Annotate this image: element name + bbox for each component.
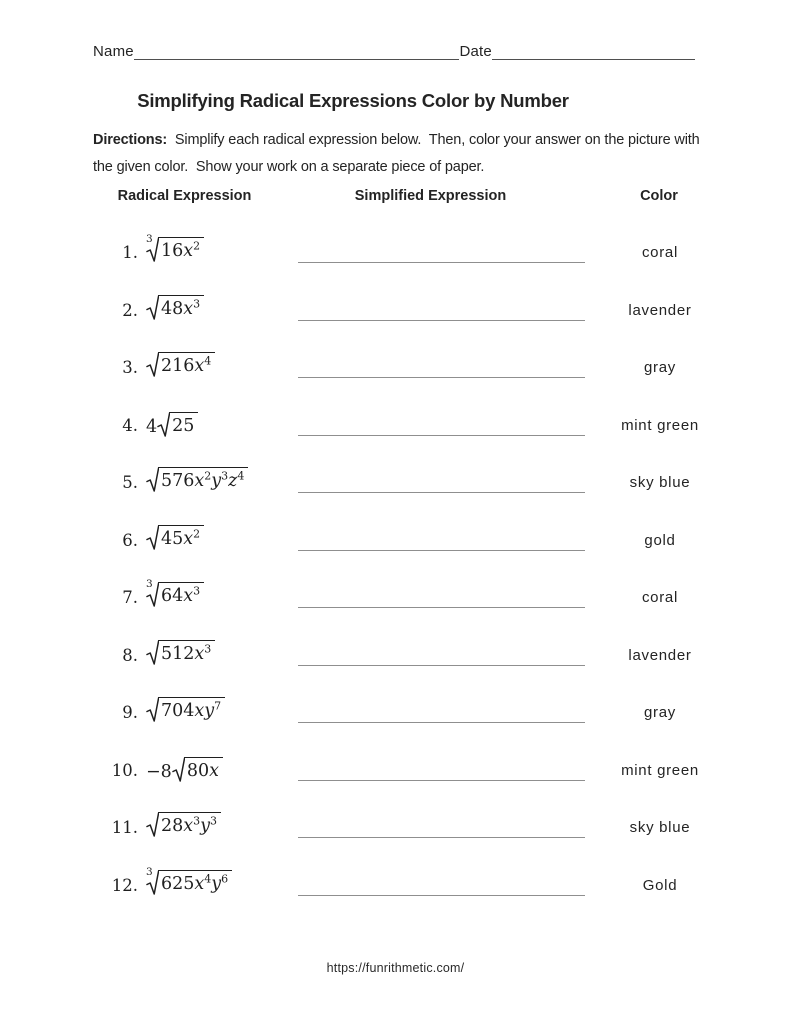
radicand-term: 3 — [193, 814, 201, 828]
answer-blank-line — [298, 587, 585, 608]
root-index: 3 — [146, 578, 153, 591]
radical-expression — [146, 640, 298, 671]
math-expression — [146, 352, 215, 378]
answer-value — [298, 472, 585, 492]
radicand-term: 64 — [161, 586, 184, 607]
radicand-term: x — [183, 586, 194, 607]
row-number: 11. — [111, 818, 138, 838]
radicand-term: 3 — [210, 814, 218, 828]
radicand — [158, 295, 204, 321]
radicand-term: 216 — [161, 356, 195, 377]
answer-value — [298, 300, 585, 320]
answer-blank-line — [298, 702, 585, 723]
row-number: 6. — [122, 530, 138, 550]
worksheet-row — [0, 742, 791, 800]
worksheet-row — [0, 799, 791, 857]
radicand-term: x — [183, 241, 194, 262]
page-title: Simplifying Radical Expressions Color by Number — [137, 90, 569, 111]
radical — [172, 757, 223, 783]
radical — [146, 640, 215, 666]
color-label: sky blue — [629, 474, 691, 492]
row-number: 4. — [122, 415, 138, 435]
radical — [146, 865, 232, 896]
worksheet-row — [0, 397, 791, 455]
radicand-term: 3 — [193, 584, 201, 598]
worksheet-row — [0, 512, 791, 570]
radicand-term: 704 — [161, 701, 195, 722]
directions — [93, 127, 715, 181]
root-index: 3 — [146, 233, 153, 246]
radicand-term: 28 — [161, 816, 184, 837]
radicand — [158, 812, 221, 838]
row-number: 5. — [122, 473, 138, 493]
radicand-term: y — [211, 873, 222, 894]
color-label: sky blue — [629, 819, 691, 837]
answer-blank-line — [298, 760, 585, 781]
row-number: 9. — [122, 703, 138, 723]
radicand-term: y — [200, 816, 211, 837]
answer-blank-line — [298, 472, 585, 493]
answer-value — [298, 817, 585, 837]
radicand — [158, 640, 215, 666]
color-label: lavender — [628, 301, 692, 319]
radicand — [158, 525, 204, 551]
radicand-term: 2 — [204, 469, 212, 483]
math-expression — [146, 525, 204, 551]
answer-blank-line — [298, 415, 585, 436]
radicand-term: 576 — [161, 471, 195, 492]
radicand-term: 2 — [193, 239, 201, 253]
radicand-term: x — [183, 298, 194, 319]
color-label: gold — [644, 531, 676, 549]
color-label: coral — [641, 244, 678, 262]
row-number: 8. — [122, 645, 138, 665]
radical-expression — [146, 865, 298, 901]
radicand-term: y — [204, 701, 215, 722]
answer-value — [298, 357, 585, 377]
radical-expression — [146, 233, 298, 268]
answer-value — [298, 875, 585, 895]
radical-expression — [146, 697, 298, 728]
radicand-term: x — [209, 761, 219, 782]
math-expression — [146, 412, 198, 438]
radical-expression — [146, 295, 298, 326]
radicand-term: 4 — [204, 354, 212, 368]
math-expression — [146, 467, 248, 493]
radicand-term: 625 — [161, 873, 195, 894]
color-label: gray — [644, 704, 676, 722]
row-number: 3. — [122, 358, 138, 378]
radical-expression — [146, 578, 298, 613]
column-headers — [0, 188, 791, 208]
worksheet-row — [0, 684, 791, 742]
row-number: 10. — [111, 760, 138, 780]
radicand — [158, 582, 204, 608]
radicand — [158, 870, 232, 896]
radicand-term: x — [194, 471, 205, 492]
answer-value — [298, 702, 585, 722]
color-label: Gold — [642, 876, 678, 894]
radical-expression — [146, 812, 298, 843]
color-label: mint green — [621, 416, 699, 434]
math-expression — [146, 233, 204, 263]
color-label: gray — [644, 359, 676, 377]
radical — [146, 578, 204, 608]
row-number: 1. — [122, 243, 138, 263]
radical — [146, 467, 248, 493]
radicand-term: 25 — [172, 416, 195, 437]
root-index: 3 — [146, 865, 153, 878]
radicand-term: 45 — [161, 528, 184, 549]
radicand-term: x — [183, 816, 194, 837]
coefficient: −8 — [146, 762, 172, 783]
math-expression — [146, 812, 221, 838]
color-label: mint green — [621, 761, 699, 779]
math-expression — [146, 578, 204, 608]
answer-value — [298, 415, 585, 435]
name-fill-line — [134, 53, 460, 60]
worksheet-row — [0, 569, 791, 627]
math-expression — [146, 295, 204, 321]
row-number: 7. — [122, 588, 138, 608]
answer-value — [298, 760, 585, 780]
name-field-label: Name — [93, 43, 134, 60]
radicand-term: y — [211, 471, 222, 492]
answer-blank-line — [298, 817, 585, 838]
radical-expression — [146, 525, 298, 556]
radicand-term: 4 — [237, 469, 245, 483]
radicand — [158, 697, 225, 723]
answer-value — [298, 242, 585, 262]
answer-value — [298, 645, 585, 665]
row-number: 2. — [122, 300, 138, 320]
radicand-term: 3 — [193, 297, 201, 311]
math-expression — [146, 865, 232, 896]
column-header-color: Color — [640, 188, 678, 204]
answer-value — [298, 530, 585, 550]
row-number: 12. — [111, 875, 138, 895]
answer-blank-line — [298, 357, 585, 378]
directions-text: Simplify each radical expression below. Then, color your answer on the picture with the given color. Show your work on a separate piece of paper. — [93, 132, 704, 175]
answer-blank-line — [298, 530, 585, 551]
radical-expression — [146, 412, 298, 438]
date-field-label: Date — [459, 43, 492, 60]
column-header-radical-expression: Radical Expression — [117, 188, 252, 204]
math-expression — [146, 697, 225, 723]
radicand-term: 4 — [204, 872, 212, 886]
radical — [146, 295, 204, 321]
radical-expression — [146, 467, 298, 498]
radical — [146, 812, 221, 838]
coefficient: 4 — [146, 417, 158, 438]
worksheet-row — [0, 339, 791, 397]
radicand — [158, 352, 215, 378]
worksheet-row — [0, 857, 791, 915]
radicand-term: x — [194, 873, 205, 894]
radicand — [158, 237, 204, 263]
radical — [146, 525, 204, 551]
answer-blank-line — [298, 645, 585, 666]
math-expression — [146, 640, 215, 666]
worksheet-row — [0, 627, 791, 685]
radical — [146, 352, 215, 378]
radicand-term: 80 — [186, 761, 210, 782]
worksheet-row — [0, 224, 791, 282]
worksheet-rows — [0, 224, 791, 914]
radicand-term: 7 — [214, 699, 222, 713]
radicand-term: 16 — [161, 241, 184, 262]
radicand — [169, 412, 198, 438]
radicand-term: 48 — [161, 298, 184, 319]
radicand-term: 3 — [204, 642, 212, 656]
radicand-term: 2 — [193, 527, 201, 541]
answer-blank-line — [298, 242, 585, 263]
color-label: lavender — [628, 646, 692, 664]
date-fill-line — [492, 53, 695, 60]
column-header-simplified-expression: Simplified Expression — [354, 188, 507, 204]
answer-blank-line — [298, 875, 585, 896]
radicand — [158, 467, 248, 493]
math-expression — [146, 757, 223, 783]
radicand-term: x — [194, 701, 205, 722]
radicand — [184, 757, 223, 783]
radical — [146, 697, 225, 723]
radicand-term: x — [183, 528, 194, 549]
footer-url: https://funrithmetic.com/ — [326, 961, 465, 975]
radicand-term: x — [194, 643, 205, 664]
radical — [146, 233, 204, 263]
answer-value — [298, 587, 585, 607]
radicand-term: 6 — [221, 872, 229, 886]
name-date-row — [93, 44, 695, 60]
radical — [157, 412, 198, 438]
directions-label: Directions: — [93, 132, 168, 148]
radicand-term: 3 — [221, 469, 229, 483]
color-label: coral — [641, 589, 678, 607]
answer-blank-line — [298, 300, 585, 321]
worksheet-row — [0, 282, 791, 340]
radicand-term: 512 — [161, 643, 195, 664]
worksheet-row — [0, 454, 791, 512]
radical-expression — [146, 757, 298, 783]
radicand-term: x — [194, 356, 205, 377]
radical-expression — [146, 352, 298, 383]
radicand-term: z — [228, 471, 238, 492]
